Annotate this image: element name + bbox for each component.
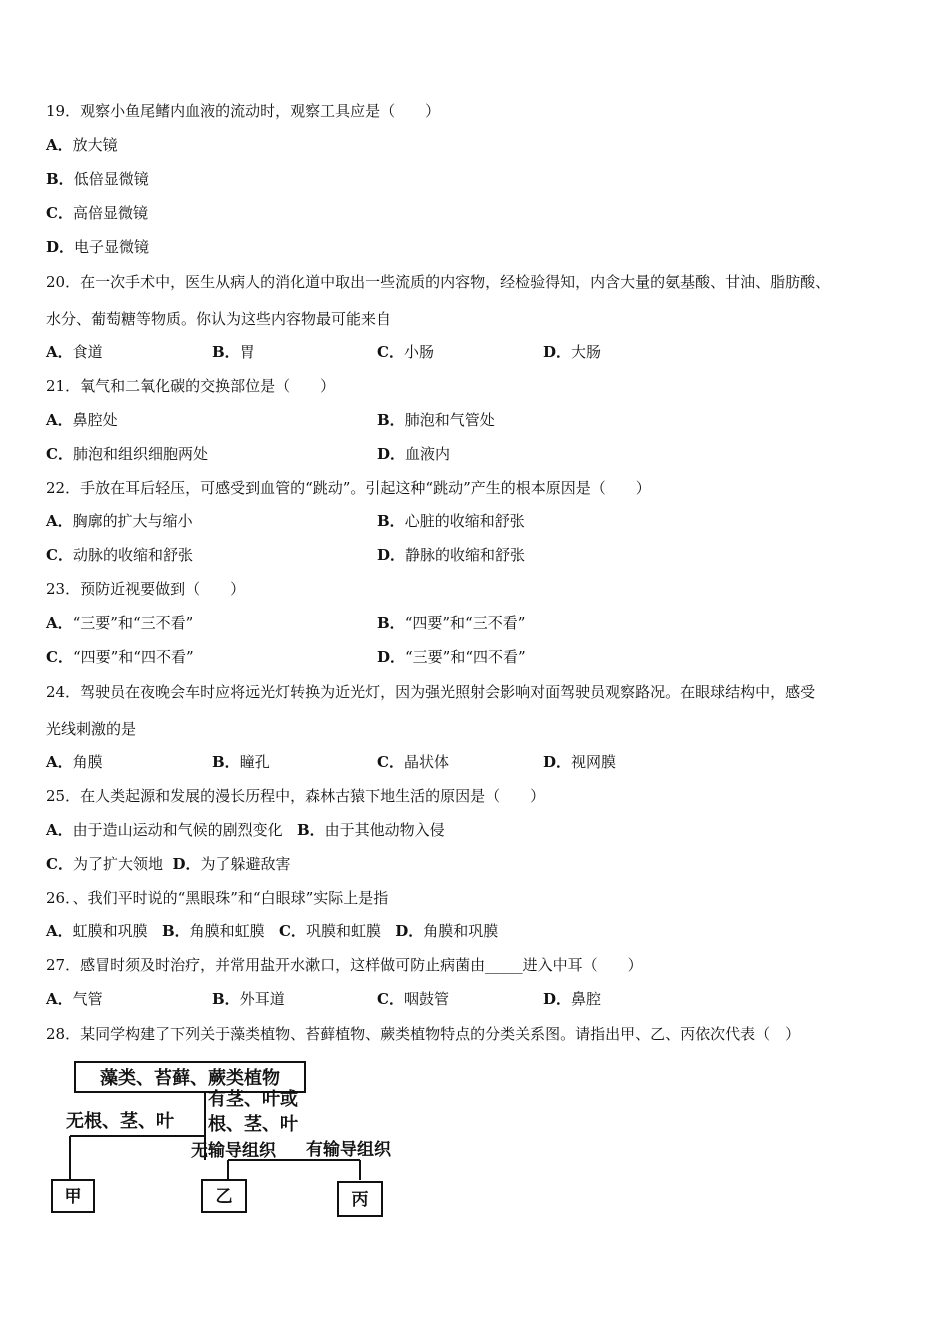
option-label: A． bbox=[46, 343, 73, 361]
q23-option-b bbox=[377, 613, 525, 633]
option-label: C． bbox=[46, 855, 73, 873]
q24-option-c bbox=[377, 752, 449, 772]
option-label: A． bbox=[46, 922, 73, 940]
option-label: D． bbox=[377, 546, 406, 564]
option-text: 虹膜和巩膜 bbox=[72, 922, 148, 940]
option-text: 外耳道 bbox=[239, 990, 285, 1008]
option-text: 小肠 bbox=[403, 343, 434, 361]
q26-options bbox=[46, 921, 498, 941]
q23-option-d bbox=[377, 647, 526, 667]
q19-option-d bbox=[46, 237, 149, 257]
q20-stem-line2: 水分、葡萄糖等物质。你认为这些内容物最可能来自 bbox=[46, 310, 392, 328]
q27-blank: _____ bbox=[485, 956, 523, 974]
q22-option-c bbox=[46, 545, 193, 565]
q27-option-a bbox=[46, 989, 103, 1009]
no-vascular-label: 无输导组织 bbox=[191, 1141, 276, 1161]
option-label: B． bbox=[161, 922, 190, 940]
option-text: “三要”和“三不看” bbox=[72, 614, 194, 632]
option-label: B． bbox=[377, 411, 405, 429]
option-label: B． bbox=[46, 170, 74, 188]
right-branch-label-1: 有茎、叶或 bbox=[208, 1089, 298, 1110]
option-label: B． bbox=[377, 614, 405, 632]
option-text: 气管 bbox=[72, 990, 103, 1008]
option-label: A． bbox=[46, 753, 73, 771]
q27-stem-post: 进入中耳（ ） bbox=[522, 956, 643, 974]
option-text: 胃 bbox=[239, 343, 255, 361]
option-text: 肺泡和组织细胞两处 bbox=[72, 445, 208, 463]
option-text: 角膜和虹膜 bbox=[189, 922, 265, 940]
q20-option-d bbox=[543, 342, 601, 362]
q27-stem bbox=[46, 955, 643, 975]
q24-option-a bbox=[46, 752, 103, 772]
q23-stem: 23．预防近视要做到（ ） bbox=[46, 580, 246, 598]
option-text: 放大镜 bbox=[72, 136, 118, 154]
option-text: 瞳孔 bbox=[239, 753, 270, 771]
q23-option-c bbox=[46, 647, 194, 667]
option-label: C． bbox=[278, 922, 306, 940]
option-label: B． bbox=[296, 821, 325, 839]
q21-stem: 21．氧气和二氧化碳的交换部位是（ ） bbox=[46, 377, 336, 395]
q25-stem: 25．在人类起源和发展的漫长历程中，森林古猿下地生活的原因是（ ） bbox=[46, 787, 546, 805]
option-label: C． bbox=[377, 753, 404, 771]
option-text: 角膜和巩膜 bbox=[423, 922, 499, 940]
q21-option-a bbox=[46, 410, 118, 430]
option-text: 为了躲避敌害 bbox=[200, 855, 291, 873]
option-text: 食道 bbox=[72, 343, 103, 361]
option-label: C． bbox=[46, 648, 73, 666]
option-label: D． bbox=[395, 922, 424, 940]
option-text: 视网膜 bbox=[571, 753, 617, 771]
option-label: A． bbox=[46, 990, 73, 1008]
option-label: D． bbox=[46, 238, 75, 256]
q19-stem: 19．观察小鱼尾鳍内血液的流动时，观察工具应是（ ） bbox=[46, 102, 441, 120]
q21-option-d bbox=[377, 444, 450, 464]
q27-option-d bbox=[543, 989, 601, 1009]
option-text: 高倍显微镜 bbox=[72, 204, 148, 222]
right-branch-label-2: 根、茎、叶 bbox=[208, 1114, 298, 1135]
option-label: B． bbox=[212, 343, 240, 361]
option-label: D． bbox=[543, 343, 572, 361]
option-label: B． bbox=[212, 990, 240, 1008]
option-text: 鼻腔处 bbox=[72, 411, 118, 429]
q24-stem-line2: 光线刺激的是 bbox=[46, 720, 137, 738]
q21-option-c bbox=[46, 444, 208, 464]
q25-options-cd bbox=[46, 854, 291, 874]
q22-option-a bbox=[46, 511, 193, 531]
option-label: A． bbox=[46, 614, 73, 632]
q23-option-a bbox=[46, 613, 193, 633]
option-text: 静脉的收缩和舒张 bbox=[405, 546, 526, 564]
q19-option-b bbox=[46, 169, 149, 189]
q24-stem-line1: 24．驾驶员在夜晚会车时应将远光灯转换为近光灯，因为强光照射会影响对面驾驶员观察路况。在眼球结构中，感受 bbox=[46, 683, 816, 701]
q22-option-d bbox=[377, 545, 525, 565]
q27-stem-pre: 27．感冒时须及时治疗，并常用盐开水漱口，这样做可防止病菌由 bbox=[46, 956, 486, 974]
option-text: 由于其他动物入侵 bbox=[324, 821, 445, 839]
plant-classification-diagram bbox=[48, 1054, 418, 1224]
option-label: D． bbox=[172, 855, 201, 873]
q19-option-c bbox=[46, 203, 148, 223]
q20-option-c bbox=[377, 342, 434, 362]
q27-option-c bbox=[377, 989, 449, 1009]
option-text: “四要”和“三不看” bbox=[404, 614, 526, 632]
option-text: 心脏的收缩和舒张 bbox=[404, 512, 525, 530]
option-text: 鼻腔 bbox=[571, 990, 602, 1008]
option-label: C． bbox=[46, 546, 73, 564]
option-text: 胸廓的扩大与缩小 bbox=[72, 512, 193, 530]
option-label: D． bbox=[543, 753, 572, 771]
option-label: A． bbox=[46, 136, 73, 154]
option-text: 为了扩大领地 bbox=[72, 855, 163, 873]
option-text: 角膜 bbox=[72, 753, 103, 771]
option-text: “四要”和“四不看” bbox=[72, 648, 194, 666]
option-text: 巩膜和虹膜 bbox=[305, 922, 381, 940]
option-label: A． bbox=[46, 512, 73, 530]
q20-stem-line1: 20．在一次手术中，医生从病人的消化道中取出一些流质的内容物，经检验得知，内含大量的氨基酸、甘油、脂肪酸、 bbox=[46, 273, 831, 291]
option-label: C． bbox=[377, 990, 404, 1008]
option-label: A． bbox=[46, 821, 73, 839]
q26-stem: 26．、我们平时说的“黑眼珠”和“白眼球”实际上是指 bbox=[46, 889, 389, 907]
q20-option-a bbox=[46, 342, 103, 362]
q24-option-b bbox=[212, 752, 270, 772]
option-label: D． bbox=[377, 648, 406, 666]
option-label: D． bbox=[543, 990, 572, 1008]
option-text: 咽鼓管 bbox=[403, 990, 449, 1008]
option-text: “三要”和“四不看” bbox=[405, 648, 526, 666]
q27-option-b bbox=[212, 989, 285, 1009]
option-text: 由于造山运动和气候的剧烈变化 bbox=[72, 821, 283, 839]
q25-options-ab bbox=[46, 820, 445, 840]
q24-option-d bbox=[543, 752, 616, 772]
option-text: 大肠 bbox=[571, 343, 602, 361]
option-text: 肺泡和气管处 bbox=[404, 411, 495, 429]
option-label: B． bbox=[377, 512, 405, 530]
option-text: 动脉的收缩和舒张 bbox=[72, 546, 193, 564]
option-text: 低倍显微镜 bbox=[73, 170, 149, 188]
box-bing-label: 丙 bbox=[351, 1190, 369, 1210]
q22-option-b bbox=[377, 511, 525, 531]
has-vascular-label: 有输导组织 bbox=[306, 1140, 391, 1160]
left-branch-label: 无根、茎、叶 bbox=[66, 1111, 174, 1132]
q28-stem: 28．某同学构建了下列关于藻类植物、苔藓植物、蕨类植物特点的分类关系图。请指出甲、乙、丙依次代表（ ） bbox=[46, 1025, 801, 1043]
q21-option-b bbox=[377, 410, 495, 430]
q20-option-b bbox=[212, 342, 255, 362]
option-label: C． bbox=[46, 445, 73, 463]
box-yi-label: 乙 bbox=[215, 1187, 233, 1207]
option-label: D． bbox=[377, 445, 406, 463]
top-box-label: 藻类、苔藓、蕨类植物 bbox=[100, 1068, 280, 1089]
box-jia-label: 甲 bbox=[64, 1187, 82, 1207]
option-text: 血液内 bbox=[405, 445, 451, 463]
option-label: C． bbox=[377, 343, 404, 361]
option-label: B． bbox=[212, 753, 240, 771]
q22-stem: 22．手放在耳后轻压，可感受到血管的“跳动”。引起这种“跳动”产生的根本原因是（ ） bbox=[46, 479, 651, 497]
option-text: 电子显微镜 bbox=[74, 238, 150, 256]
option-label: A． bbox=[46, 411, 73, 429]
option-label: C． bbox=[46, 204, 73, 222]
option-text: 晶状体 bbox=[403, 753, 449, 771]
q19-option-a bbox=[46, 135, 118, 155]
